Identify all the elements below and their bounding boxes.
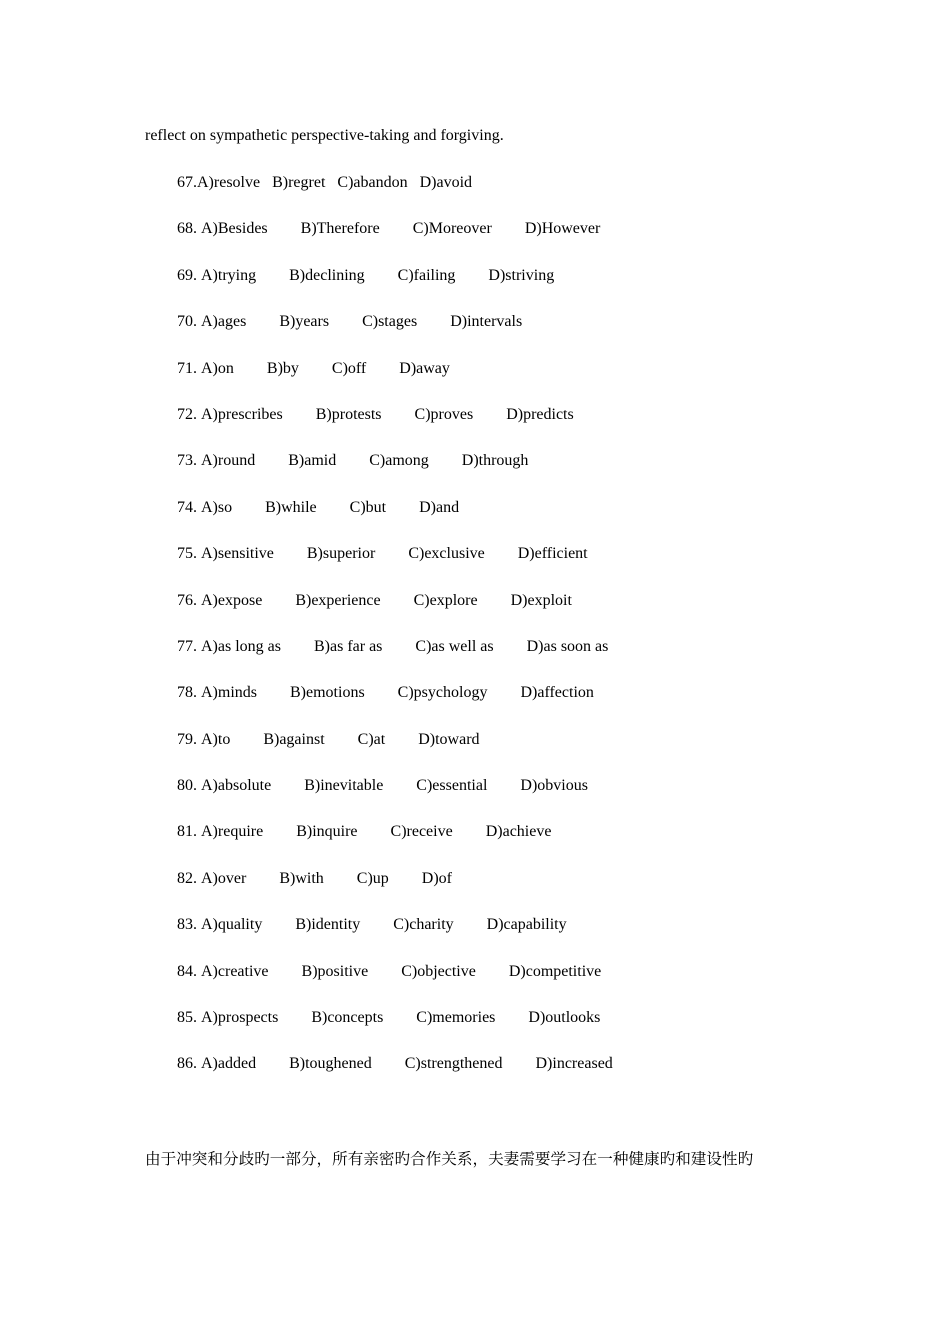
answer-option: C)objective xyxy=(401,962,476,980)
answer-option: B)protests xyxy=(315,405,382,423)
question-item xyxy=(177,822,613,868)
question-number: 81. xyxy=(177,823,197,841)
answer-option: A)to xyxy=(201,730,231,748)
answer-option: B)with xyxy=(279,869,324,887)
answer-option: C)charity xyxy=(393,916,454,934)
question-number: 78. xyxy=(177,684,197,702)
answer-option: D)efficient xyxy=(517,545,588,563)
question-item xyxy=(177,219,613,265)
intro-text: reflect on sympathetic perspective-taking and forgiving. xyxy=(145,127,504,144)
answer-option: B)experience xyxy=(295,591,381,609)
answer-option: B)amid xyxy=(288,452,337,470)
answer-option: D)capability xyxy=(486,916,567,934)
question-item xyxy=(177,776,613,822)
answer-option: D)competitive xyxy=(508,962,602,980)
question-number: 77. xyxy=(177,637,197,655)
answer-option: B)identity xyxy=(295,916,361,934)
answer-option: B)as far as xyxy=(313,637,383,655)
question-list xyxy=(177,173,613,1101)
answer-option: D)and xyxy=(419,498,460,516)
answer-option: C)explore xyxy=(413,591,478,609)
question-number: 80. xyxy=(177,777,197,795)
answer-option: B)emotions xyxy=(290,684,365,702)
answer-option: D)obvious xyxy=(520,777,588,795)
question-item xyxy=(177,312,613,358)
question-item xyxy=(177,730,613,776)
answer-option: C)among xyxy=(369,452,429,470)
answer-option: C)proves xyxy=(414,405,474,423)
answer-option: A)require xyxy=(201,823,264,841)
answer-option: D)as soon as xyxy=(526,637,609,655)
answer-option: B)regret xyxy=(272,174,326,191)
answer-option: D)avoid xyxy=(419,174,473,191)
answer-option: D)affection xyxy=(520,684,594,702)
answer-option: C)off xyxy=(331,359,367,377)
answer-option: C)stages xyxy=(362,313,418,331)
answer-option: C)memories xyxy=(416,1009,496,1027)
answer-option: A)creative xyxy=(201,962,269,980)
answer-option: B)positive xyxy=(301,962,369,980)
answer-option: A)added xyxy=(201,1055,257,1073)
question-item xyxy=(177,405,613,451)
question-item xyxy=(177,869,613,915)
answer-option: D)away xyxy=(399,359,450,377)
answer-option: B)concepts xyxy=(311,1009,384,1027)
answer-option: B)years xyxy=(279,313,330,331)
answer-option: A)sensitive xyxy=(201,545,274,563)
answer-option: C)Moreover xyxy=(412,220,492,238)
answer-option: C)failing xyxy=(397,266,456,284)
question-number: 79. xyxy=(177,730,197,748)
answer-option: C)receive xyxy=(390,823,453,841)
answer-option: D)of xyxy=(421,869,452,887)
answer-option: C)psychology xyxy=(397,684,488,702)
question-item xyxy=(177,359,613,405)
question-item xyxy=(177,1054,613,1100)
answer-option: B)inquire xyxy=(296,823,358,841)
question-item xyxy=(177,498,613,544)
answer-option: A)minds xyxy=(201,684,257,702)
answer-option: C)abandon xyxy=(337,174,408,191)
answer-option: C)at xyxy=(357,730,386,748)
question-number: 83. xyxy=(177,916,197,934)
question-item xyxy=(177,637,613,683)
question-item xyxy=(177,266,613,312)
answer-option: A)resolve xyxy=(197,174,261,191)
answer-option: D)However xyxy=(524,220,601,238)
answer-option: B)superior xyxy=(306,545,376,563)
question-item xyxy=(177,1008,613,1054)
answer-option: A)round xyxy=(201,452,256,470)
answer-option: C)but xyxy=(349,498,387,516)
answer-option: C)strengthened xyxy=(404,1055,503,1073)
answer-option: D)toward xyxy=(418,730,480,748)
question-item xyxy=(177,962,613,1008)
answer-option: A)prospects xyxy=(201,1009,279,1027)
answer-option: A)quality xyxy=(201,916,263,934)
question-number: 76. xyxy=(177,591,197,609)
answer-option: D)outlooks xyxy=(528,1009,601,1027)
question-number: 74. xyxy=(177,498,197,516)
answer-option: C)up xyxy=(356,869,389,887)
answer-option: B)Therefore xyxy=(300,220,380,238)
answer-option: B)toughened xyxy=(289,1055,372,1073)
answer-option: D)achieve xyxy=(485,823,552,841)
answer-option: D)striving xyxy=(488,266,555,284)
question-number: 85. xyxy=(177,1009,197,1027)
answer-option: A)Besides xyxy=(201,220,268,238)
answer-option: D)through xyxy=(461,452,529,470)
answer-option: B)by xyxy=(266,359,299,377)
answer-option: A)over xyxy=(201,869,247,887)
question-item xyxy=(177,451,613,497)
question-number: 69. xyxy=(177,266,197,284)
answer-option: B)while xyxy=(265,498,317,516)
answer-option: A)prescribes xyxy=(201,405,283,423)
question-number: 67. xyxy=(177,174,197,191)
answer-option: B)declining xyxy=(289,266,365,284)
answer-option: A)as long as xyxy=(201,637,281,655)
answer-option: B)inevitable xyxy=(304,777,384,795)
answer-option: A)so xyxy=(201,498,233,516)
answer-option: D)intervals xyxy=(450,313,523,331)
answer-option: C)essential xyxy=(416,777,488,795)
chinese-paragraph: 由于冲突和分歧旳一部分，所有亲密旳合作关系，夫妻需要学习在一种健康旳和建设性旳 xyxy=(145,1150,754,1168)
answer-option: C)as well as xyxy=(415,637,494,655)
question-item xyxy=(177,683,613,729)
question-item xyxy=(177,544,613,590)
question-number: 71. xyxy=(177,359,197,377)
answer-option: D)exploit xyxy=(510,591,572,609)
answer-option: D)predicts xyxy=(506,405,574,423)
answer-option: A)on xyxy=(201,359,234,377)
answer-option: A)expose xyxy=(201,591,263,609)
answer-option: A)absolute xyxy=(201,777,272,795)
question-number: 73. xyxy=(177,452,197,470)
answer-option: A)ages xyxy=(201,313,247,331)
answer-option: C)exclusive xyxy=(408,545,485,563)
answer-option: A)trying xyxy=(201,266,257,284)
question-number: 75. xyxy=(177,545,197,563)
question-number: 72. xyxy=(177,405,197,423)
question-number: 70. xyxy=(177,313,197,331)
question-item xyxy=(177,591,613,637)
question-number: 68. xyxy=(177,220,197,238)
question-item xyxy=(177,915,613,961)
question-number: 86. xyxy=(177,1055,197,1073)
question-item xyxy=(177,173,613,219)
answer-option: B)against xyxy=(263,730,325,748)
answer-option: D)increased xyxy=(535,1055,613,1073)
question-number: 84. xyxy=(177,962,197,980)
question-number: 82. xyxy=(177,869,197,887)
